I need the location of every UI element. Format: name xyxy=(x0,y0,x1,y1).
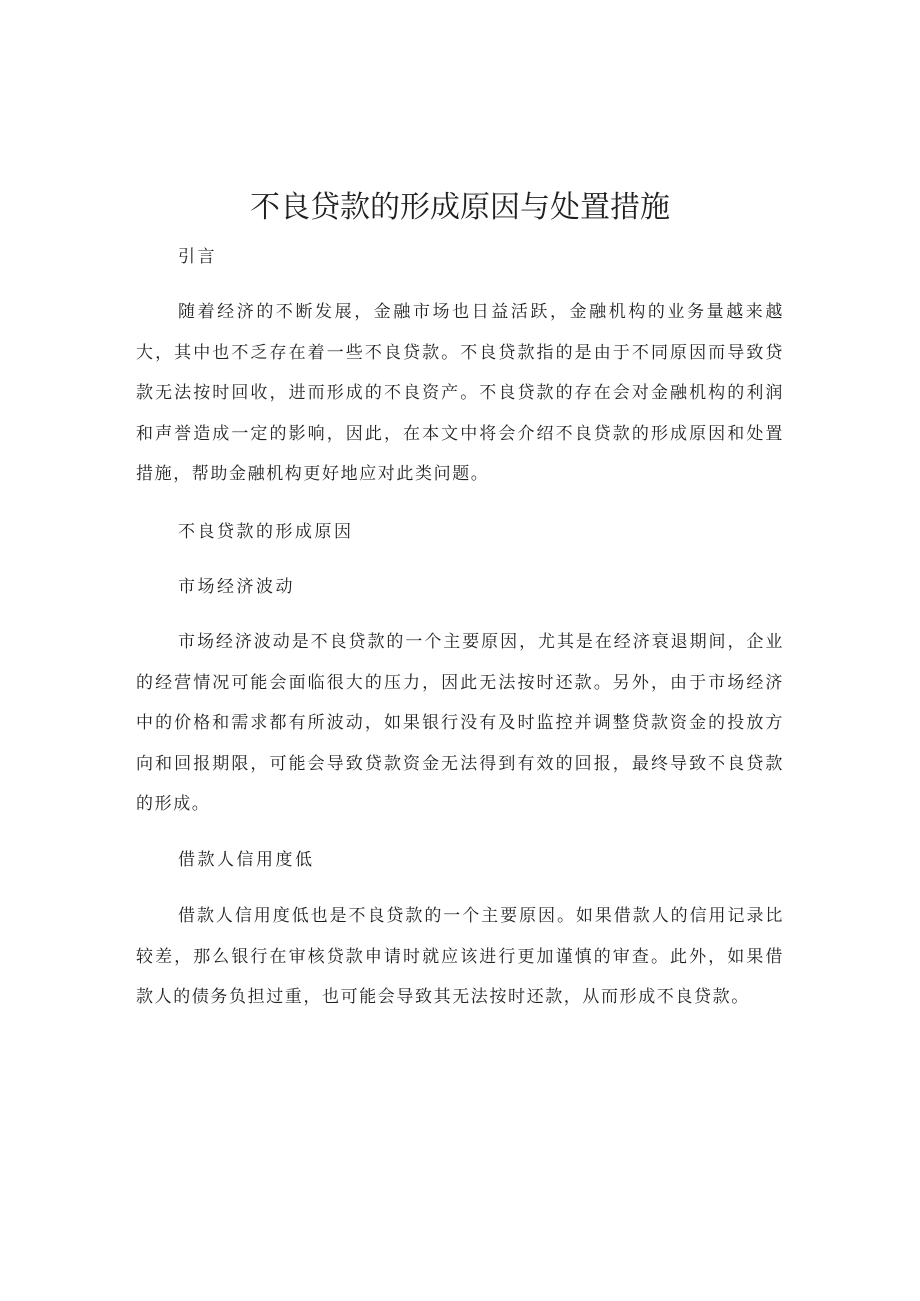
section-heading-causes: 不良贷款的形成原因 xyxy=(178,522,354,542)
paragraph-low-credit: 借款人信用度低也是不良贷款的一个主要原因。如果借款人的信用记录比较差，那么银行在审核贷款申请时就应该进行更加谨慎的审查。此外，如果借款人的债务负担过重，也可能会导致其无法按时还款，从而形成不良贷款。 xyxy=(136,906,784,1007)
intro-paragraph: 随着经济的不断发展，金融市场也日益活跃，金融机构的业务量越来越大，其中也不乏存在着一些不良贷款。不良贷款指的是由于不同原因而导致贷款无法按时回收，进而形成的不良资产。不良贷款的存在会对金融机构的利润和声誉造成一定的影响，因此，在本文中将会介绍不良贷款的形成原因和处置措施，帮助金融机构更好地应对此类问题。 xyxy=(136,302,784,484)
subheading-market-volatility: 市场经济波动 xyxy=(178,577,295,597)
intro-heading: 引言 xyxy=(178,247,217,267)
document-title: 不良贷款的形成原因与处置措施 xyxy=(250,190,670,225)
paragraph-market-volatility: 市场经济波动是不良贷款的一个主要原因，尤其是在经济衰退期间，企业的经营情况可能会面临很大的压力，因此无法按时还款。另外，由于市场经济中的价格和需求都有所波动，如果银行没有及时监控并调整贷款资金的投放方向和回报期限，可能会导致贷款资金无法得到有效的回报，最终导致不良贷款的形成。 xyxy=(136,632,784,814)
subheading-low-credit: 借款人信用度低 xyxy=(178,850,315,870)
